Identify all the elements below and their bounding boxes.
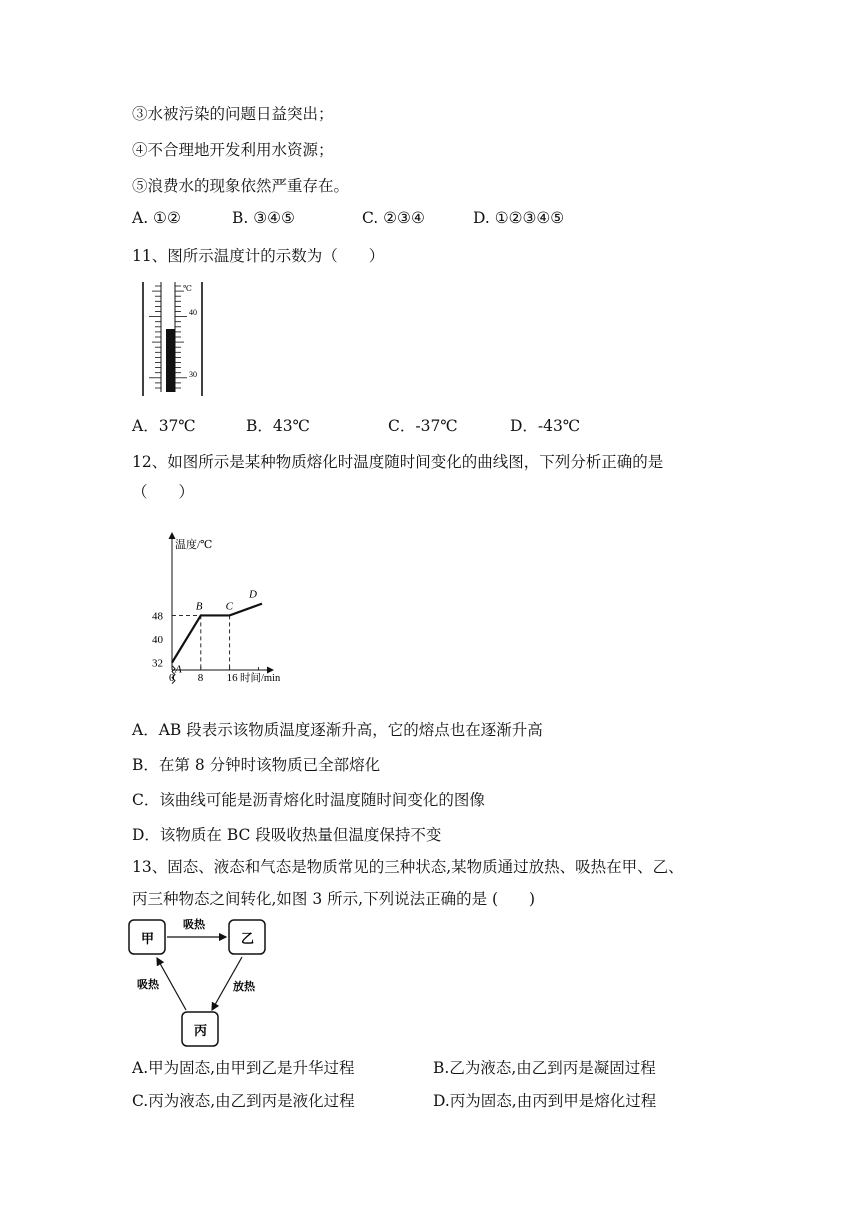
q10-option-d: D. ①②③④⑤ [473,209,565,227]
q12-option-c: C．该曲线可能是沥青熔化时温度随时间变化的图像 [132,791,485,809]
x-axis-label: 时间/min [240,673,281,684]
melting-curve-chart [148,528,308,688]
state-change-diagram [126,912,276,1048]
q13-option-a: A.甲为固态,由甲到乙是升华过程 [132,1059,355,1077]
q13-stem-line1: 13、固态、液态和气态是物质常见的三种状态,某物质通过放热、吸热在甲、乙、 [132,858,684,876]
q13-option-b: B.乙为液态,由乙到丙是凝固过程 [433,1059,656,1077]
q10-option-a: A. ①② [132,209,181,227]
q13-option-d: D.丙为固态,由丙到甲是熔化过程 [433,1092,657,1110]
q13-option-c: C.丙为液态,由乙到丙是液化过程 [132,1092,355,1110]
point-label-c: C [225,600,233,613]
y-tick-label: 48 [152,610,163,623]
q12-option-b: B．在第 8 分钟时该物质已全部熔化 [132,756,381,774]
arrow-left-label: 吸热 [137,978,159,991]
point-label-d: D [249,588,257,601]
x-tick-label: 16 [226,672,238,684]
point-label-b: B [195,600,203,613]
q10-option-c: C. ②③④ [362,209,425,227]
arrow-bing-to-jia [157,958,186,1010]
arrow-top-label: 吸热 [183,918,205,931]
x-tick-label: 0 [169,672,175,684]
q10-option-b: B. ③④⑤ [232,209,295,227]
box-bing-label: 丙 [194,1024,208,1039]
melting-curve [172,604,262,663]
statement-3: ③水被污染的问题日益突出； [132,105,334,123]
box-yi-label: 乙 [241,932,255,947]
y-tick-label: 40 [152,634,163,647]
thermometer-label-40: 40 [189,308,197,317]
thermometer-unit: ℃ [183,284,192,293]
q11-option-c: C．-37℃ [388,417,458,435]
thermometer-figure [138,280,210,398]
q11-stem: 11、图所示温度计的示数为（ ） [132,247,385,265]
arrow-right-label: 放热 [233,980,255,993]
q12-option-a: A．AB 段表示该物质温度逐渐升高，它的熔点也在逐渐升高 [132,721,543,739]
q12-stem-line2: （ ） [132,483,195,501]
y-tick-label: 32 [152,657,163,670]
box-jia-label: 甲 [141,932,155,947]
mercury-column [166,329,175,392]
statement-5: ⑤浪费水的现象依然严重存在。 [132,177,350,195]
q13-stem-line2: 丙三种物态之间转化,如图 3 所示,下列说法正确的是 ( ) [132,890,536,908]
statement-4: ④不合理地开发利用水资源； [132,141,334,159]
q12-stem-line1: 12、如图所示是某种物质熔化时温度随时间变化的曲线图，下列分析正确的是 [132,453,664,471]
x-tick-label: 8 [197,672,204,684]
q11-option-d: D．-43℃ [510,417,581,435]
y-axis-label: 温度/℃ [175,539,213,551]
q11-option-b: B．43℃ [246,417,310,435]
q12-option-d: D．该物质在 BC 段吸收热量但温度保持不变 [132,826,442,844]
q11-option-a: A．37℃ [132,417,196,435]
thermometer-label-30: 30 [189,370,197,379]
point-label-a: A [175,663,182,676]
